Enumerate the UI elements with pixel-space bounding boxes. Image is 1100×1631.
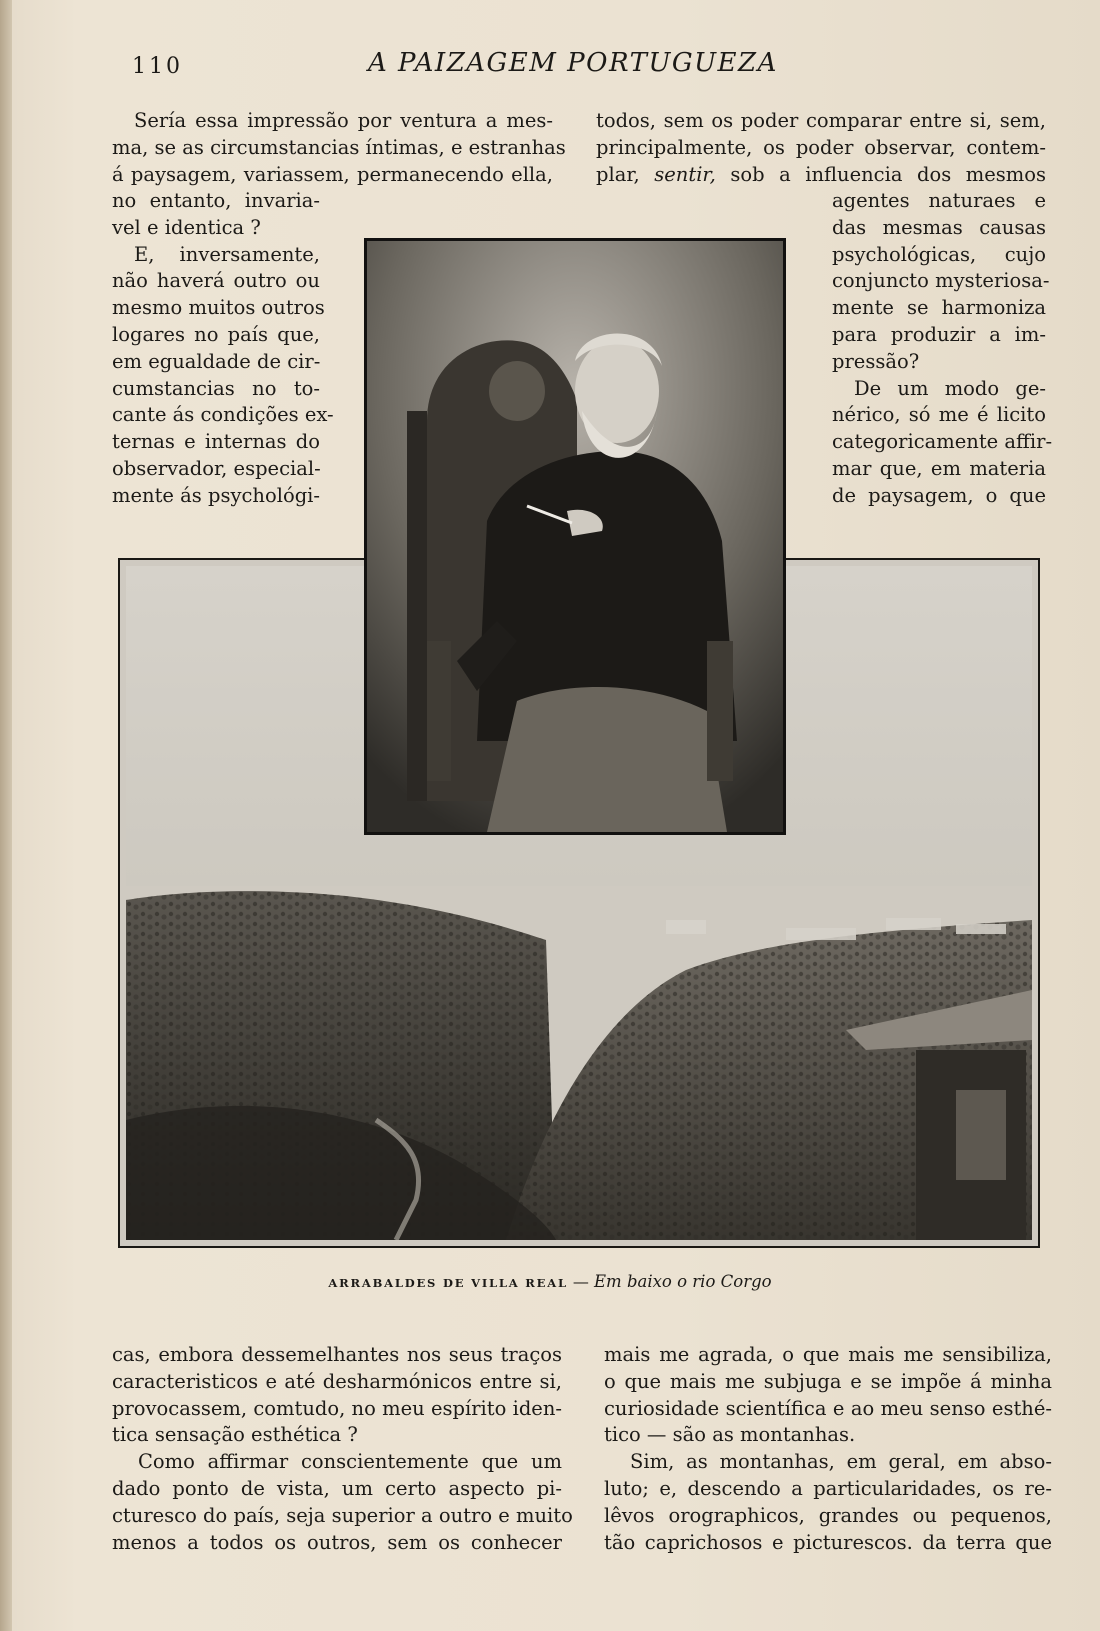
landscape-drawing (126, 860, 1032, 1240)
text-line: das mesmas causas (832, 215, 1046, 239)
text-line: conjuncto mysteriosa- (832, 269, 1050, 293)
text-line: vel e identica ? (112, 215, 261, 239)
emphasis-sentir: sentir, (654, 162, 716, 186)
text-line: tico — são as montanhas. (604, 1423, 856, 1447)
text-line: mente ás psychológi- (112, 483, 321, 507)
portrait-drawing (367, 241, 783, 832)
text-line: mente se harmoniza (832, 296, 1046, 320)
caption-detail: Em baixo o rio Corgo (594, 1272, 772, 1291)
text-line-with-emphasis: plar, sentir, sob a influencia dos mesmos (596, 162, 1046, 186)
book-spine-edge (0, 0, 12, 1631)
text-line: caracteristicos e até desharmónicos entre si, (112, 1369, 562, 1393)
text-line: principalmente, os poder observar, contem- (596, 135, 1046, 159)
text-line: todos, sem os poder comparar entre si, sem, (596, 109, 1046, 132)
text-line: á paysagem, variassem, permanecendo ella, (112, 162, 553, 186)
text-line: provocassem, comtudo, no meu espírito iden- (112, 1396, 562, 1420)
text-line: psychológicas, cujo (832, 242, 1046, 266)
caption-place: ARRABALDES DE VILLA REAL (328, 1276, 568, 1290)
text-line: em egualdade de cir- (112, 349, 321, 373)
text-line: agentes naturaes e (832, 189, 1046, 212)
text-line: ma, se as circumstancias íntimas, e estranhas (112, 135, 566, 159)
text-line: de paysagem, o que (832, 483, 1046, 507)
text-line: ternas e internas do (112, 430, 320, 454)
text-line: cturesco do país, seja superior a outro e muito (112, 1503, 573, 1527)
text-line: menos a todos os outros, sem os conhecer (112, 1530, 562, 1554)
top-left-narrow-column (112, 188, 334, 510)
text-line: De um modo ge- (854, 376, 1046, 400)
text-line: dado ponto de vista, um certo aspecto pi- (112, 1476, 562, 1500)
text-line: mais me agrada, o que mais me sensibiliza, (604, 1343, 1052, 1366)
bottom-right-column (604, 1342, 1052, 1556)
text-line: o que mais me subjuga e se impõe á minha (604, 1369, 1052, 1393)
text-line: tão caprichosos e picturescos. da terra que (604, 1530, 1052, 1554)
text-line: nérico, só me é licito (832, 403, 1046, 427)
text-line: no entanto, invaria- (112, 189, 320, 212)
text-line: tica sensação esthética ? (112, 1423, 358, 1447)
text-line: logares no país que, (112, 322, 320, 346)
text-line: Sim, as montanhas, em geral, em abso- (630, 1450, 1052, 1474)
page-number: 110 (132, 54, 183, 79)
text-line: observador, especial- (112, 456, 321, 480)
top-right-narrow-column (832, 188, 1053, 510)
text-line: E, inversamente, (134, 242, 320, 266)
portrait-photo (364, 238, 786, 835)
caption-separator: — (567, 1272, 595, 1291)
text-line: cumstancias no to- (112, 376, 320, 400)
photo-caption (0, 1272, 1100, 1291)
text-line: luto; e, descendo a particularidades, os re- (604, 1476, 1052, 1500)
landscape-hills (126, 860, 1032, 1240)
text-line: pressão? (832, 349, 920, 373)
text-line: cante ás condições ex- (112, 403, 334, 427)
text-line: para produzir a im- (832, 322, 1046, 346)
text-line: Como affirmar conscientemente que um (138, 1450, 562, 1474)
top-right-column (596, 108, 1046, 188)
text-line: curiosidade scientífica e ao meu senso esthé- (604, 1396, 1052, 1420)
top-left-column (112, 108, 566, 188)
text-line: não haverá outro ou (112, 269, 320, 293)
text-line: categoricamente affir- (832, 430, 1053, 454)
text-line: mar que, em materia (832, 456, 1046, 480)
text-line: Sería essa impressão por ventura a mes- (134, 109, 553, 132)
text-line: cas, embora dessemelhantes nos seus traços (112, 1343, 562, 1366)
text-line: mesmo muitos outros (112, 296, 325, 320)
running-title: A PAIZAGEM PORTUGUEZA (368, 48, 778, 78)
bottom-left-column (112, 1342, 573, 1556)
text-line: lêvos orographicos, grandes ou pequenos, (604, 1503, 1052, 1527)
